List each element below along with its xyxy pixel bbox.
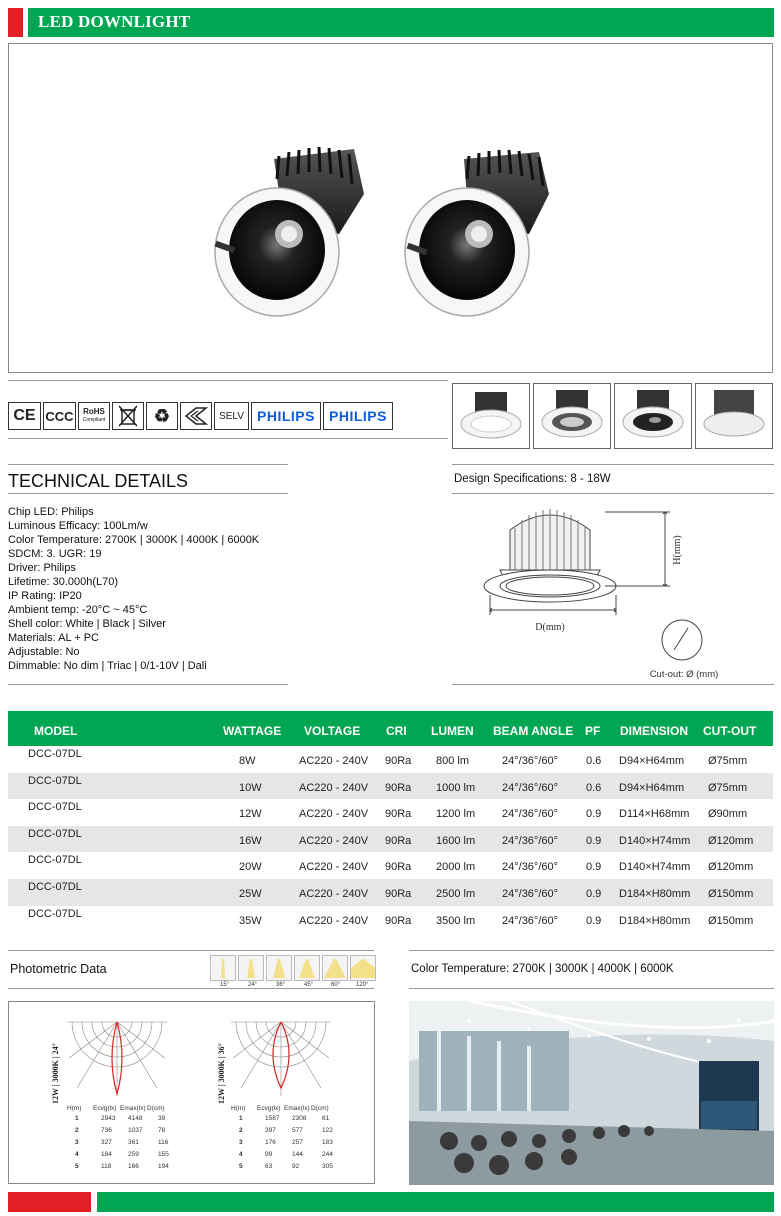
- table-cell: Ø150mm: [708, 887, 754, 900]
- table-cell: 0.6: [586, 755, 602, 767]
- table-cell: 90Ra: [385, 781, 412, 794]
- table-cell: 2500 lm: [436, 887, 476, 900]
- photometric-charts: [8, 1001, 375, 1184]
- table-cell: 0.9: [586, 914, 602, 927]
- photometric-cell: 259: [128, 1151, 139, 1158]
- photometric-cell: 78: [158, 1127, 166, 1134]
- table-cell: 90Ra: [385, 887, 412, 900]
- spec-line: Materials: AL + PC: [8, 632, 99, 644]
- table-cell: D114×H68mm: [619, 808, 690, 821]
- table-cell: AC220 - 240V: [299, 887, 369, 900]
- table-cell: 12W: [239, 808, 262, 821]
- d-label: D(mm): [535, 622, 565, 633]
- col-header: MODEL: [34, 724, 78, 738]
- col-header: D(cm): [147, 1105, 165, 1112]
- photometric-cell: 4148: [128, 1115, 143, 1122]
- selv-mark: SELV: [214, 402, 249, 430]
- table-row: [8, 826, 773, 853]
- table-cell: 24°/36°/60°: [502, 781, 559, 794]
- divider: [8, 684, 288, 685]
- photometric-cell: 166: [128, 1163, 139, 1170]
- divider: [409, 950, 774, 951]
- photometric-cell: 577: [292, 1127, 303, 1134]
- photometric-cell: 736: [101, 1127, 112, 1134]
- table-cell: AC220 - 240V: [299, 781, 369, 794]
- divider: [452, 464, 774, 465]
- photometric-cell: 184: [101, 1151, 112, 1158]
- table-cell: 0.6: [586, 781, 602, 794]
- divider: [409, 988, 774, 989]
- application-photo: [409, 1001, 774, 1185]
- table-cell: 90Ra: [385, 861, 412, 874]
- table-cell: 0.9: [586, 887, 602, 900]
- header-red-block: [8, 8, 23, 37]
- photometric-cell: 118: [101, 1163, 112, 1170]
- photometric-cell: 39: [158, 1115, 166, 1122]
- cutout-label: Cut-out: Ø (mm): [649, 669, 719, 680]
- footer-red-block: [8, 1192, 91, 1212]
- table-cell: Ø75mm: [708, 781, 748, 794]
- photometric-cell: 176: [265, 1139, 276, 1146]
- chart-label: 12W | 3000K | 36°: [217, 1043, 226, 1104]
- photometric-cell: 194: [158, 1163, 169, 1170]
- table-cell: 0.9: [586, 834, 602, 847]
- dimension-diagram: [470, 500, 730, 690]
- divider: [452, 493, 774, 494]
- photometric-cell: 61: [322, 1115, 330, 1122]
- table-cell: 2000 lm: [436, 861, 476, 874]
- divider: [8, 464, 288, 465]
- technical-spec-list: [8, 505, 259, 673]
- table-cell: 24°/36°/60°: [502, 861, 559, 874]
- table-cell: Ø150mm: [708, 914, 754, 927]
- spec-line: Color Temperature: 2700K | 3000K | 4000K | 6000K: [8, 534, 260, 546]
- table-cell: 25W: [239, 887, 262, 900]
- technical-details-title: TECHNICAL DETAILS: [8, 471, 189, 491]
- spec-line: Dimmable: No dim | Triac | 0/1-10V | Dali: [8, 660, 207, 672]
- photometric-cell: 144: [292, 1151, 303, 1158]
- table-cell: D140×H74mm: [619, 861, 691, 874]
- table-cell: 90Ra: [385, 755, 412, 767]
- table-cell: 0.9: [586, 861, 602, 874]
- table-cell: 24°/36°/60°: [502, 834, 559, 847]
- photometric-cell: 183: [322, 1139, 333, 1146]
- beam-15-icon: [210, 955, 236, 981]
- table-row: [8, 799, 773, 826]
- table-cell: Ø120mm: [708, 834, 754, 847]
- col-header: VOLTAGE: [304, 724, 361, 738]
- table-cell: Ø75mm: [708, 755, 748, 767]
- table-cell: 10W: [239, 781, 262, 794]
- weee-bin-icon: [112, 402, 144, 430]
- col-header: Ecvg(lx): [93, 1105, 117, 1112]
- table-cell: 24°/36°/60°: [502, 808, 559, 821]
- table-cell: D184×H80mm: [619, 914, 691, 927]
- table-cell: AC220 - 240V: [299, 914, 369, 927]
- table-cell: Ø90mm: [708, 808, 748, 821]
- photometric-cell: 63: [265, 1163, 273, 1170]
- divider: [8, 380, 448, 381]
- table-cell: Ø120mm: [708, 861, 754, 874]
- polar-chart-24: [67, 1018, 167, 1098]
- table-cell: AC220 - 240V: [299, 861, 369, 874]
- table-cell: 24°/36°/60°: [502, 914, 559, 927]
- photometric-cell: 4: [75, 1151, 79, 1158]
- col-header: LUMEN: [431, 724, 474, 738]
- recycle-icon: ♻: [146, 402, 178, 430]
- table-cell: 1000 lm: [436, 781, 476, 794]
- table-cell: 90Ra: [385, 834, 412, 847]
- table-row: [8, 746, 773, 773]
- table-cell: D94×H64mm: [619, 781, 685, 794]
- beam-label: 120°: [356, 982, 369, 988]
- table-cell: AC220 - 240V: [299, 808, 369, 821]
- col-header: WATTAGE: [223, 724, 282, 738]
- col-header: H(m): [231, 1105, 246, 1112]
- table-body: [8, 746, 773, 932]
- photometric-cell: 92: [292, 1163, 300, 1170]
- beam-label: 60°: [331, 982, 341, 988]
- col-header: PF: [585, 724, 601, 738]
- beam-60-icon: [322, 955, 348, 981]
- photometric-cell: 3: [75, 1139, 79, 1146]
- table-row: [8, 879, 773, 906]
- table-cell: 24°/36°/60°: [502, 887, 559, 900]
- divider: [8, 988, 374, 989]
- product-spec-table: [8, 711, 773, 932]
- col-header: CRI: [386, 724, 407, 738]
- photometric-cell: 116: [158, 1139, 169, 1146]
- photometric-cell: 2308: [292, 1115, 307, 1122]
- table-cell: DCC-07DL: [28, 827, 82, 840]
- table-cell: 90Ra: [385, 914, 412, 927]
- beam-120-icon: [350, 955, 376, 981]
- divider: [452, 684, 774, 685]
- photometric-cell: 4: [239, 1151, 243, 1158]
- spec-line: Lifetime: 30.000h(L70): [8, 576, 119, 588]
- table-cell: 90Ra: [385, 808, 412, 821]
- rohs-mark-icon: RoHS Compliant: [78, 402, 110, 430]
- beam-36-icon: [266, 955, 292, 981]
- product-variant-thumbnails: [452, 383, 773, 449]
- col-header: Emax(lx): [120, 1105, 146, 1112]
- table-cell: 1200 lm: [436, 808, 476, 821]
- beam-45-icon: [294, 955, 320, 981]
- beam-label: 45°: [304, 982, 314, 988]
- photometric-cell: 2: [239, 1127, 243, 1134]
- divider: [8, 438, 448, 439]
- philips-logo: PHILIPS: [323, 402, 393, 430]
- photometric-cell: 1587: [265, 1115, 280, 1122]
- chart-label: 12W | 3000K | 24°: [51, 1043, 60, 1104]
- table-cell: DCC-07DL: [28, 907, 82, 920]
- design-spec-title: Design Specifications: 8 - 18W: [454, 473, 611, 485]
- divider: [8, 950, 374, 951]
- downlight-right: [405, 150, 549, 316]
- table-cell: 24°/36°/60°: [502, 755, 559, 767]
- photometric-cell: 155: [158, 1151, 169, 1158]
- table-cell: D94×H64mm: [619, 755, 685, 767]
- photometric-cell: 244: [322, 1151, 333, 1158]
- thumbnail-side: [695, 383, 773, 449]
- col-header: CUT-OUT: [703, 724, 757, 738]
- thumbnail-black: [614, 383, 692, 449]
- col-header: DIMENSION: [620, 724, 689, 738]
- spec-line: Adjustable: No: [8, 646, 80, 658]
- table-cell: 0.9: [586, 808, 602, 821]
- beam-24-icon: [238, 955, 264, 981]
- ce-mark-icon: CE: [8, 402, 41, 430]
- photometric-cell: 257: [292, 1139, 303, 1146]
- beam-label: 15°: [220, 982, 230, 988]
- certification-logos: [8, 402, 393, 430]
- footer-green-bar: [97, 1192, 774, 1212]
- table-cell: 1600 lm: [436, 834, 476, 847]
- photometric-cell: 305: [322, 1163, 333, 1170]
- table-cell: AC220 - 240V: [299, 834, 369, 847]
- thumbnail-silver: [533, 383, 611, 449]
- table-row: [8, 773, 773, 800]
- table-cell: 8W: [239, 755, 256, 767]
- table-cell: DCC-07DL: [28, 854, 82, 867]
- color-temperature-title: Color Temperature: 2700K | 3000K | 4000K | 6000K: [411, 963, 674, 975]
- photometric-title: Photometric Data: [10, 962, 107, 976]
- spec-line: Driver: Philips: [8, 562, 76, 574]
- spec-line: SDCM: 3. UGR: 19: [8, 548, 102, 560]
- table-cell: 800 lm: [436, 755, 470, 767]
- photometric-cell: 5: [239, 1163, 243, 1170]
- product-hero-image: [8, 43, 773, 373]
- table-cell: 16W: [239, 834, 262, 847]
- photometric-cell: 99: [265, 1151, 273, 1158]
- photometric-cell: 361: [128, 1139, 139, 1146]
- thumbnail-white: [452, 383, 530, 449]
- photometric-cell: 397: [265, 1127, 276, 1134]
- table-header: [8, 711, 773, 746]
- polar-chart-36: [231, 1018, 331, 1098]
- photometric-cell: 1: [239, 1115, 243, 1122]
- table-cell: DCC-07DL: [28, 880, 82, 893]
- spec-line: Luminous Efficacy: 100Lm/w: [8, 520, 148, 532]
- philips-logo: PHILIPS: [251, 402, 321, 430]
- page-title: LED DOWNLIGHT: [38, 12, 191, 31]
- photometric-cell: 2: [75, 1127, 79, 1134]
- photometric-cell: 5: [75, 1163, 79, 1170]
- table-cell: DCC-07DL: [28, 748, 82, 760]
- table-cell: DCC-07DL: [28, 801, 82, 814]
- spec-line: Ambient temp: -20°C ~ 45°C: [8, 604, 148, 616]
- table-cell: DCC-07DL: [28, 774, 82, 787]
- table-row: [8, 852, 773, 879]
- spec-line: Shell color: White | Black | Silver: [8, 618, 166, 630]
- col-header: BEAM ANGLE: [493, 724, 574, 738]
- beam-angle-icons: [210, 955, 376, 981]
- ccc-mark-icon: CCC: [43, 402, 76, 430]
- table-cell: D184×H80mm: [619, 887, 691, 900]
- table-cell: 35W: [239, 914, 262, 927]
- table-cell: 3500 lm: [436, 914, 476, 927]
- beam-label: 36°: [276, 982, 286, 988]
- photometric-cell: 1037: [128, 1127, 143, 1134]
- photometric-cell: 1: [75, 1115, 79, 1122]
- table-cell: AC220 - 240V: [299, 755, 369, 767]
- col-header: D(cm): [311, 1105, 329, 1112]
- photometric-cell: 327: [101, 1139, 112, 1146]
- table-cell: D140×H74mm: [619, 834, 691, 847]
- photometric-cell: 2943: [101, 1115, 116, 1122]
- spec-line: IP Rating: IP20: [8, 590, 82, 602]
- ukr-mark-icon: [180, 402, 212, 430]
- h-label: H(mm): [672, 535, 683, 565]
- spec-line: Chip LED: Philips: [8, 506, 94, 518]
- photometric-cell: 3: [239, 1139, 243, 1146]
- downlight-left: [215, 147, 364, 316]
- divider: [8, 493, 288, 494]
- table-cell: 20W: [239, 861, 262, 874]
- col-header: Emax(lx): [284, 1105, 310, 1112]
- photometric-cell: 122: [322, 1127, 333, 1134]
- beam-label: 24°: [248, 982, 258, 988]
- col-header: Ecvg(lx): [257, 1105, 281, 1112]
- col-header: H(m): [67, 1105, 82, 1112]
- table-row: [8, 906, 773, 933]
